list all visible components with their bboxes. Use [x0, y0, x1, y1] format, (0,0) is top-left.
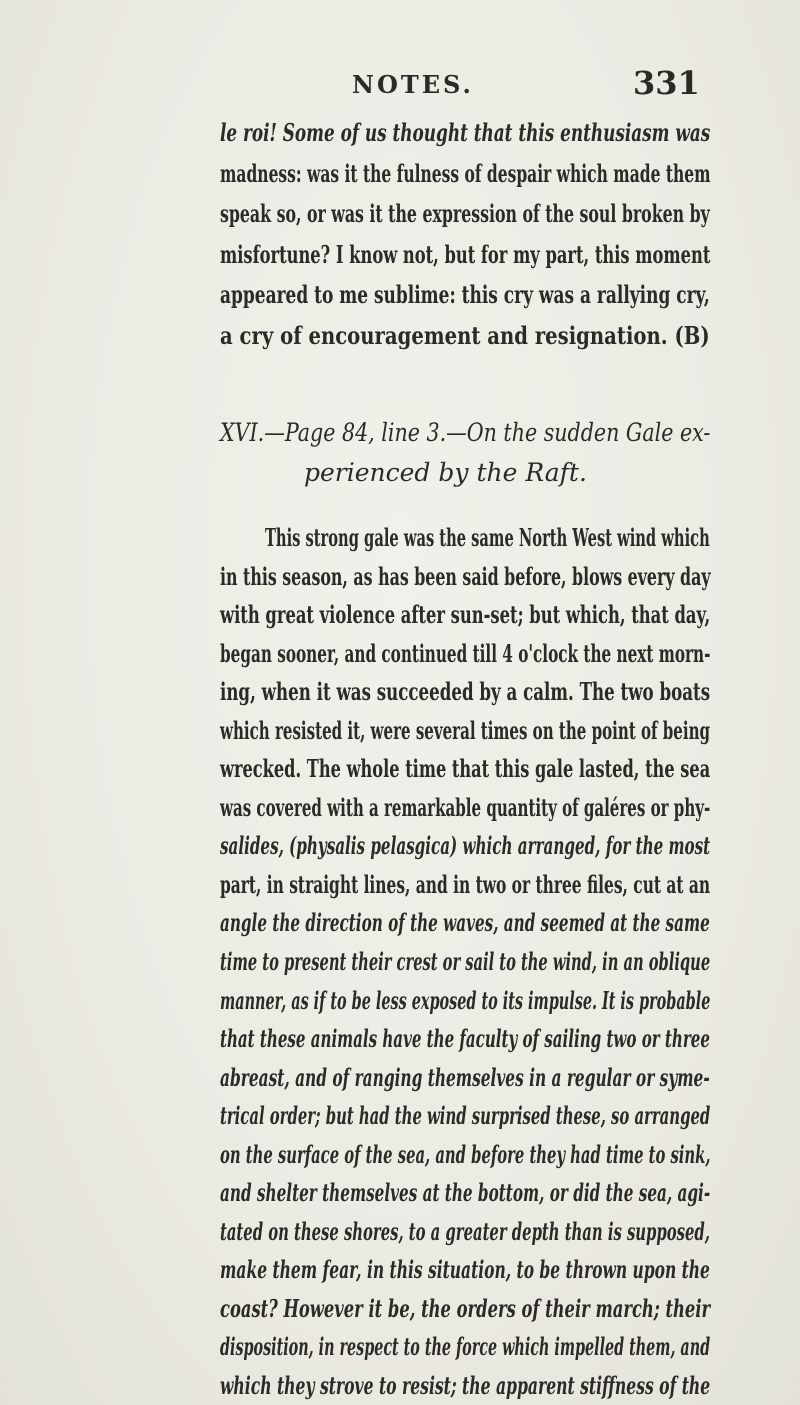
text-line: on the surface of the sea, and before they had time to sink,: [220, 1139, 711, 1169]
paragraph-first-line: This strong gale was the same North West wind which: [265, 523, 710, 552]
text-line: with great violence after sun-set; but which, that day,: [220, 600, 711, 630]
text-line: in this season, as has been said before, blows every day: [220, 561, 711, 591]
text-line: angle the direction of the waves, and seemed at the same: [220, 908, 710, 938]
running-head: [0, 62, 800, 102]
text-line: tated on these shores, to a greater depth than is supposed,: [220, 1216, 710, 1246]
text-line: and shelter themselves at the bottom, or did the sea, agi-: [220, 1178, 711, 1208]
text-line: madness: was it the fulness of despair which made them: [220, 158, 711, 188]
section-heading: XVI.—Page 84, line 3.—On the sudden Gale ex-: [220, 418, 711, 447]
text-line: make them fear, in this situation, to be thrown upon the: [220, 1255, 710, 1285]
section-heading-continued: perienced by the Raft.: [304, 458, 587, 487]
text-line: abreast, and of ranging themselves in a regular or syme-: [220, 1062, 710, 1092]
text-line: manner, as if to be less exposed to its impulse. It is probable: [220, 985, 711, 1015]
text-line: speak so, or was it the expression of the soul broken by: [220, 199, 710, 228]
text-line: which resisted it, were several times on the point of being: [220, 715, 711, 745]
text-line: a cry of encouragement and resignation. (B): [220, 320, 710, 350]
text-line: misfortune? I know not, but for my part, this moment: [220, 239, 711, 269]
text-line: which they strove to resist; the apparent stiffness of the: [220, 1371, 711, 1400]
page-number: 331: [633, 64, 700, 102]
text-line: time to present their crest or sail to the wind, in an oblique: [220, 947, 711, 976]
text-line: trical order; but had the wind surprised these, so arranged: [220, 1101, 711, 1131]
text-line: disposition, in respect to the force which impelled them, and: [220, 1332, 711, 1362]
text-line: was covered with a remarkable quantity of galéres or phy-: [220, 792, 711, 822]
text-line: coast? However it be, the orders of their march; their: [220, 1293, 711, 1323]
text-line: salides, (physalis pelasgica) which arranged, for the most: [220, 831, 711, 861]
running-title: NOTES.: [352, 70, 474, 99]
text-line: wrecked. The whole time that this gale lasted, the sea: [220, 754, 711, 784]
text-line: began sooner, and continued till 4 o'clock the next morn-: [220, 638, 711, 668]
text-line: le roi! Some of us thought that this enthusiasm was: [220, 118, 711, 147]
text-line: that these animals have the faculty of sailing two or three: [220, 1024, 710, 1054]
text-line: appeared to me sublime: this cry was a rallying cry,: [220, 280, 710, 309]
text-line: ing, when it was succeeded by a calm. The two boats: [220, 677, 711, 707]
text-line: part, in straight lines, and in two or three files, cut at an: [220, 869, 711, 899]
